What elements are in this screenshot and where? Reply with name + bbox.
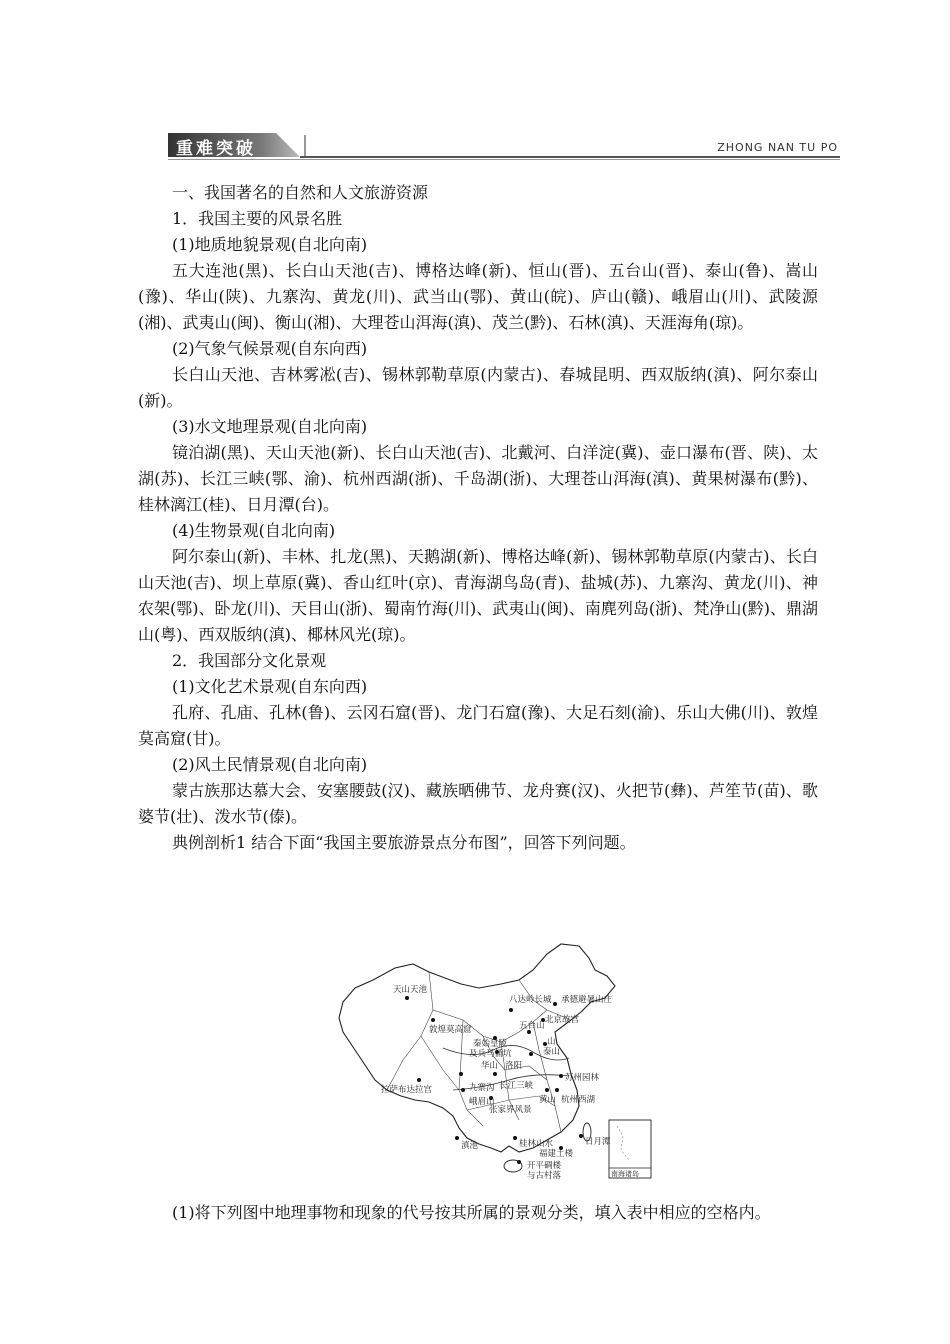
map-label: 长江三峡 — [499, 1081, 534, 1091]
document-body — [138, 180, 818, 856]
item-body: 蒙古族那达慕大会、安塞腰鼓(汉)、藏族晒佛节、龙舟赛(汉)、火把节(彝)、芦笙节(苗)、歌婆节(壮)、泼水节(傣)。 — [138, 781, 818, 826]
map-label: 与古村落 — [527, 1171, 562, 1181]
question-text: (1)将下列图中地理事物和现象的代号按其所属的景观分类，填入表中相应的空格内。 — [172, 1203, 771, 1222]
map-label: 山 — [547, 1037, 556, 1047]
section-header — [168, 133, 840, 161]
map-label: 日月潭 — [585, 1137, 611, 1147]
map-label: 洛阳 — [505, 1061, 523, 1071]
section-title: 一、我国著名的自然和人文旅游资源 — [172, 183, 429, 202]
map-label: 天山天池 — [393, 985, 428, 995]
map-label: 拉萨布达拉宫 — [381, 1085, 433, 1095]
header-separator — [304, 135, 306, 157]
item-heading: (3)水文地理景观(自北向南) — [172, 417, 368, 436]
item-body: 长白山天池、吉林雾凇(吉)、锡林郭勒草原(内蒙古)、春城昆明、西双版纳(滇)、阿尔泰山(新)。 — [138, 365, 818, 410]
item-body: 阿尔泰山(新)、丰林、扎龙(黑)、天鹅湖(新)、博格达峰(新)、锡林郭勒草原(内蒙古)、长白山天池(吉)、坝上草原(冀)、香山红叶(京)、青海湖鸟岛(青)、盐城(苏)、九寨沟、黄龙(川)、神农架(鄂)、卧龙(川)、天目山(浙)、蜀南竹海(川)、武夷山(闽)、南麂列岛(浙)、梵净山(黔)、鼎湖山(粤)、西双版纳(滇)、椰林风光(琼)。 — [138, 547, 818, 644]
item-heading: (1)地质地貌景观(自北向南) — [172, 235, 368, 254]
header-rule-thin — [168, 159, 840, 160]
map-label: 黄山 — [539, 1095, 557, 1105]
item-body: 五大连池(黑)、长白山天池(吉)、博格达峰(新)、恒山(晋)、五台山(晋)、泰山(鲁)、嵩山(豫)、华山(陕)、九寨沟、黄龙(川)、武当山(鄂)、黄山(皖)、庐山(赣)、峨眉山(川)、武陵源(湘)、武夷山(闽)、衡山(湘)、大理苍山洱海(滇)、茂兰(黔)、石林(滇)、天涯海角(琼)。 — [138, 261, 818, 332]
header-tab-label: 重难突破 — [176, 139, 256, 159]
map-label: 南海诸岛 — [611, 1170, 639, 1178]
subsection-title: 2．我国部分文化景观 — [172, 651, 327, 670]
map-label: 敦煌莫高窟 — [429, 1025, 472, 1035]
item-body: 孔府、孔庙、孔林(鲁)、云冈石窟(晋)、龙门石窟(豫)、大足石刻(渝)、乐山大佛(川)、敦煌莫高窟(甘)。 — [138, 703, 818, 748]
map-label: 苏州园林 — [565, 1073, 600, 1083]
map-label: 杭州西湖 — [561, 1095, 596, 1105]
map-label: 八达岭长城 — [509, 995, 552, 1005]
map-label: 张家界风景 — [489, 1105, 532, 1115]
map-label: 及兵马俑坑 — [469, 1049, 512, 1059]
subsection-title: 1．我国主要的风景名胜 — [172, 209, 343, 228]
item-body: 镜泊湖(黑)、天山天池(新)、长白山天池(吉)、北戴河、白洋淀(冀)、壶口瀑布(晋、陕)、太湖(苏)、长江三峡(鄂、渝)、杭州西湖(浙)、千岛湖(浙)、大理苍山洱海(滇)、黄果树瀑布(黔)、桂林漓江(桂)、日月潭(台)。 — [138, 443, 818, 514]
map-label: 峨眉山 — [469, 1097, 495, 1107]
map-label: 泰山 — [543, 1047, 561, 1057]
map-label: 承德避暑山庄 — [561, 995, 613, 1005]
map-label: 华山 — [481, 1061, 499, 1071]
header-rule — [300, 156, 840, 158]
example-intro: 典例剖析1 结合下面“我国主要旅游景点分布图”，回答下列问题。 — [172, 833, 636, 852]
item-heading: (2)气象气候景观(自东向西) — [172, 339, 368, 358]
item-heading: (2)风土民情景观(自北向南) — [172, 755, 368, 774]
map-label: 福建土楼 — [539, 1149, 574, 1159]
map-label: 北京故宫 — [545, 1015, 580, 1025]
item-heading: (4)生物景观(自北向南) — [172, 521, 336, 540]
item-heading: (1)文化艺术景观(自东向西) — [172, 677, 368, 696]
header-pinyin: ZHONG NAN TU PO — [717, 141, 838, 154]
map-label: 五台山 — [519, 1021, 545, 1031]
map-label: 桂林山水 — [519, 1139, 554, 1149]
map-label: 九寨沟 — [469, 1083, 495, 1093]
china-tourism-map — [333, 940, 657, 1186]
map-label: 滇池 — [461, 1141, 479, 1151]
map-label: 开平碉楼 — [527, 1161, 562, 1171]
map-label: 秦始皇陵 — [473, 1039, 508, 1049]
